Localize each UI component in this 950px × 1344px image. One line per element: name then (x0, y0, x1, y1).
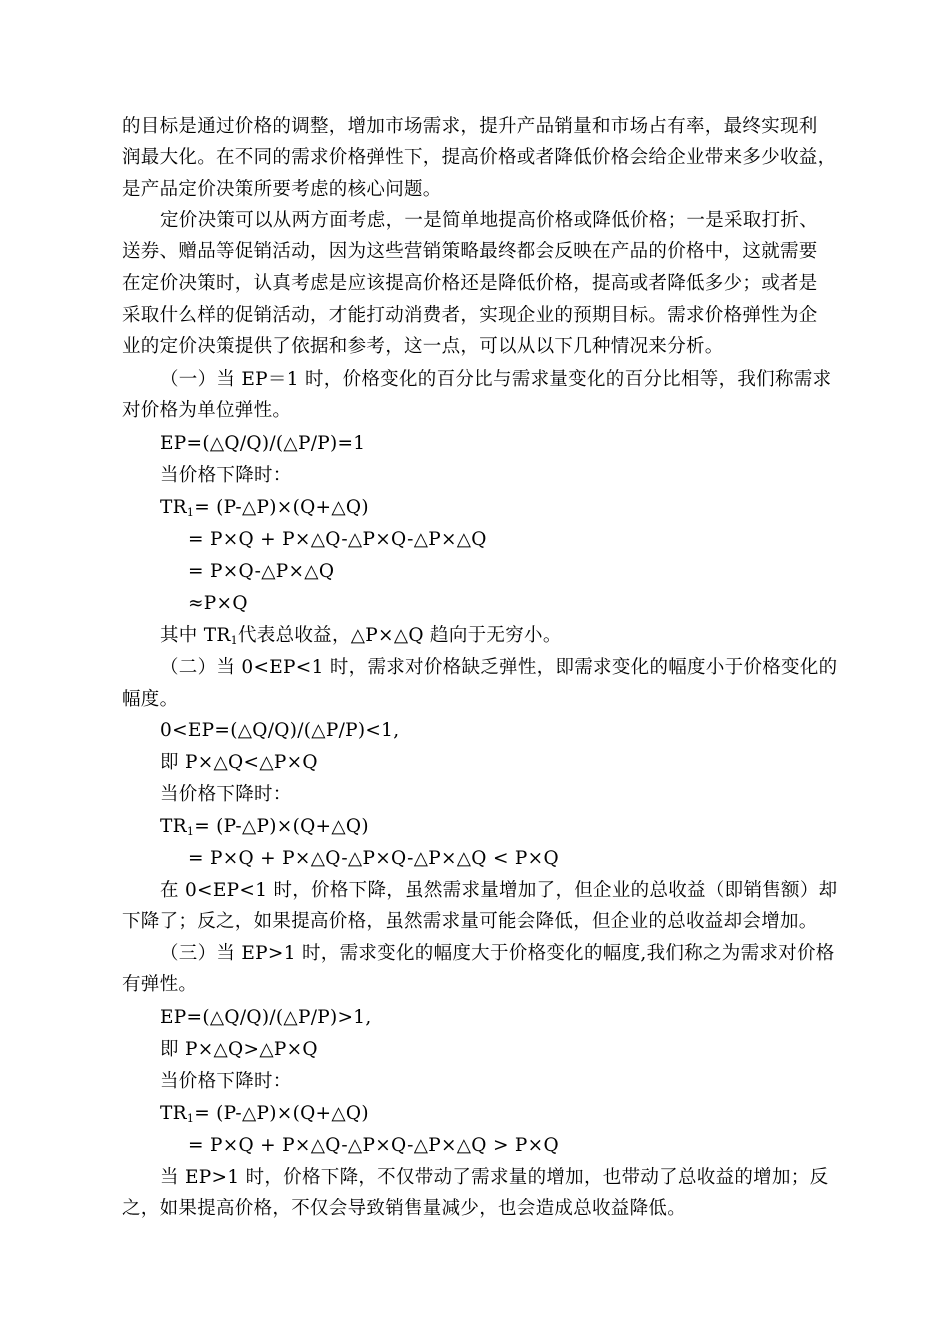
text-line: 之，如果提高价格，不仅会导致销售量减少，也会造成总收益降低。 (122, 1198, 687, 1219)
text-line: 润最大化。在不同的需求价格弹性下，提高价格或者降低价格会给企业带来多少收益， (122, 147, 837, 168)
text-body: 代表总收益，△P×△Q 趋向于无穷小。 (237, 625, 562, 646)
text-line: 下降了；反之，如果提高价格，虽然需求量可能会降低，但企业的总收益却会增加。 (122, 911, 818, 932)
text-line: 当价格下降时： (160, 465, 292, 486)
formula-line: 0<EP=(△Q/Q)/(△P/P)<1, (160, 720, 400, 741)
formula-line: = P×Q + P×△Q-△P×Q-△P×△Q (188, 529, 487, 550)
text-line: 有弹性。 (122, 974, 198, 995)
text-line: 定价决策可以从两方面考虑，一是简单地提高价格或降低价格；一是采取打折、 (160, 210, 819, 231)
text-line: 幅度。 (122, 689, 179, 710)
case-one-heading: （一）当 EP＝1 时，价格变化的百分比与需求量变化的百分比相等，我们称需求 (160, 369, 832, 390)
formula-line: EP=(△Q/Q)/(△P/P)=1 (160, 433, 366, 454)
tr-subscript: 1 (230, 634, 238, 647)
formula-body: = (P-△P)×(Q+△Q) (194, 497, 369, 518)
text-line: 对价格为单位弹性。 (122, 400, 292, 421)
formula-line: 即 P×△Q<△P×Q (160, 752, 318, 773)
formula-line (160, 1102, 369, 1131)
text-line: 送券、赠品等促销活动，因为这些营销策略最终都会反映在产品的价格中，这就需要 (122, 241, 818, 262)
qizhong-text: 其中 (160, 625, 204, 646)
formula-body: = (P-△P)×(Q+△Q) (194, 1103, 369, 1124)
text-line: 业的定价决策提供了依据和参考，这一点，可以从以下几种情况来分析。 (122, 336, 724, 357)
formula-body: = (P-△P)×(Q+△Q) (194, 816, 369, 837)
formula-line: = P×Q + P×△Q-△P×Q-△P×△Q < P×Q (188, 848, 559, 869)
text-line: 在定价决策时，认真考虑是应该提高价格还是降低价格，提高或者降低多少；或者是 (122, 273, 818, 294)
formula-line (160, 496, 369, 525)
text-line: 是产品定价决策所要考虑的核心问题。 (122, 179, 442, 200)
case-two-heading: （二）当 0<EP<1 时，需求对价格缺乏弹性，即需求变化的幅度小于价格变化的 (160, 657, 838, 678)
formula-line: 即 P×△Q>△P×Q (160, 1039, 318, 1060)
formula-line (160, 815, 369, 844)
formula-line: = P×Q-△P×△Q (188, 561, 335, 582)
text-line: 在 0<EP<1 时，价格下降，虽然需求量增加了，但企业的总收益（即销售额）却 (160, 880, 838, 901)
case-three-heading: （三）当 EP>1 时，需求变化的幅度大于价格变化的幅度,我们称之为需求对价格 (160, 943, 835, 964)
tr-subscript: 1 (186, 825, 195, 838)
formula-line: ≈P×Q (188, 593, 248, 614)
tr-symbol: TR (160, 1103, 187, 1124)
text-line: 当价格下降时： (160, 784, 292, 805)
text-line: 当 EP>1 时，价格下降，不仅带动了需求量的增加，也带动了总收益的增加；反 (160, 1167, 829, 1188)
tr-subscript: 1 (186, 1112, 195, 1125)
text-line: 的目标是通过价格的调整，增加市场需求，提升产品销量和市场占有率，最终实现利 (122, 116, 818, 137)
tr-subscript: 1 (186, 506, 195, 519)
text-line: 采取什么样的促销活动，才能打动消费者，实现企业的预期目标。需求价格弹性为企 (122, 305, 818, 326)
text-line (160, 624, 562, 653)
tr-symbol: TR (160, 816, 187, 837)
tr-symbol: TR (203, 625, 231, 646)
formula-line: = P×Q + P×△Q-△P×Q-△P×△Q > P×Q (188, 1135, 559, 1156)
text-line: 当价格下降时： (160, 1071, 292, 1092)
tr-symbol: TR (160, 497, 187, 518)
formula-line: EP=(△Q/Q)/(△P/P)>1, (160, 1007, 372, 1028)
